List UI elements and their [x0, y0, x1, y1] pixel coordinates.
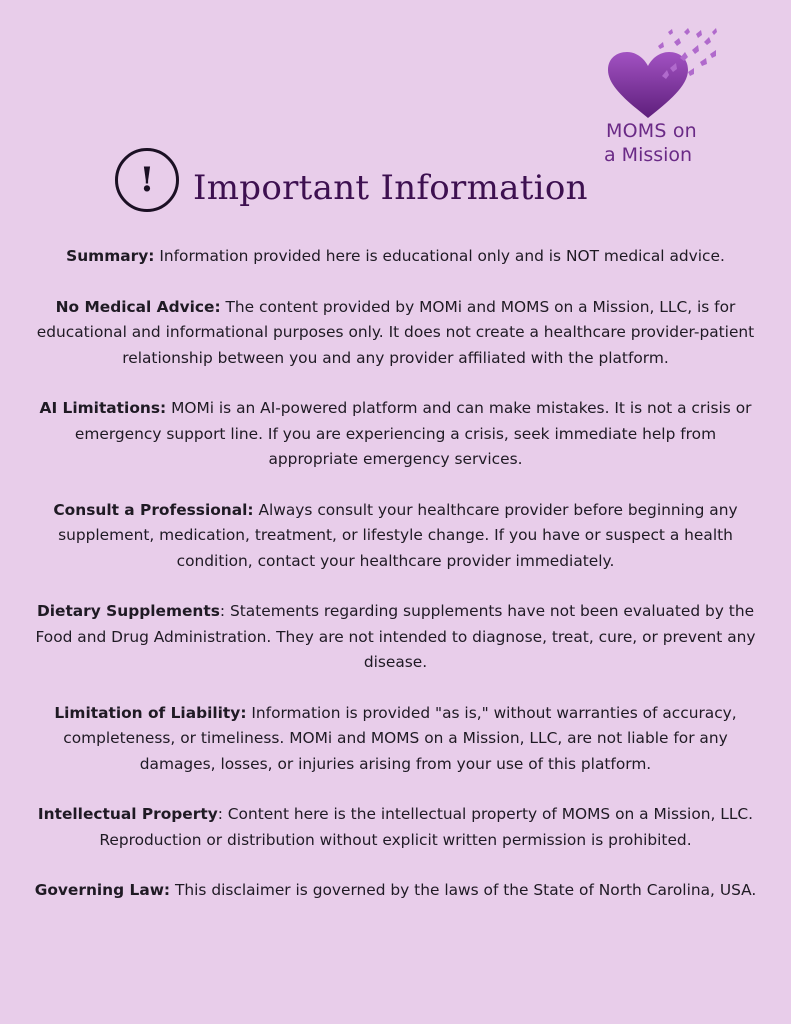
- disclaimer-body: [28, 244, 763, 929]
- section-limitation-of-liability: [28, 701, 763, 778]
- page-title: Important Information: [193, 168, 588, 208]
- section-label: Consult a Professional:: [53, 500, 254, 519]
- logo-text-line1: MOMS on: [606, 120, 697, 142]
- exclamation-circle-icon: !: [115, 148, 179, 212]
- section-ai-limitations: [28, 396, 763, 473]
- section-dietary-supplements: [28, 599, 763, 676]
- section-text: Always consult your healthcare provider before beginning any supplement, medication, treatment, or lifestyle change. If you have or suspect a health condition, contact your healthcare provider immediately.: [58, 500, 738, 570]
- section-no-medical-advice: [28, 295, 763, 372]
- section-consult-professional: [28, 498, 763, 575]
- section-label: Governing Law:: [34, 881, 171, 899]
- section-label: Summary:: [66, 247, 155, 265]
- section-summary: [28, 244, 763, 270]
- page-header: [115, 148, 675, 222]
- section-text: : Statements regarding supplements have not been evaluated by the Food and Drug Administration. They are not intended to diagnose, treat, cure, or prevent any disease.: [35, 602, 756, 671]
- section-text: This disclaimer is governed by the laws of the State of North Carolina, USA.: [170, 881, 757, 899]
- section-text: The content provided by MOMi and MOMS on a Mission, LLC, is for educational and informational purposes only. It does not create a healthcare provider-patient relationship between you and any provider affiliated with the platform.: [36, 297, 755, 367]
- section-label: Intellectual Property: [37, 805, 218, 823]
- section-text: MOMi is an AI-powered platform and can make mistakes. It is not a crisis or emergency support line. If you are experiencing a crisis, seek immediate help from appropriate emergency services.: [74, 399, 752, 468]
- section-label: No Medical Advice:: [55, 297, 221, 316]
- section-label: Dietary Supplements: [36, 602, 220, 620]
- section-text: Information provided here is educational only and is NOT medical advice.: [154, 247, 725, 265]
- section-governing-law: [28, 878, 763, 904]
- section-label: Limitation of Liability:: [54, 703, 247, 722]
- section-intellectual-property: [28, 802, 763, 853]
- section-text: Information is provided "as is," without warranties of accuracy, completeness, or timeliness. MOMi and MOMS on a Mission, LLC, are not liable for any damages, losses, or injuries arising from your use of this platform.: [63, 703, 737, 773]
- logo-text-line2: a Mission: [604, 144, 693, 166]
- section-text: : Content here is the intellectual property of MOMS on a Mission, LLC. Reproduction or distribution without explicit written permission is prohibited.: [99, 805, 754, 849]
- heart-with-butterflies-icon: [600, 20, 730, 120]
- section-label: AI Limitations:: [39, 399, 167, 417]
